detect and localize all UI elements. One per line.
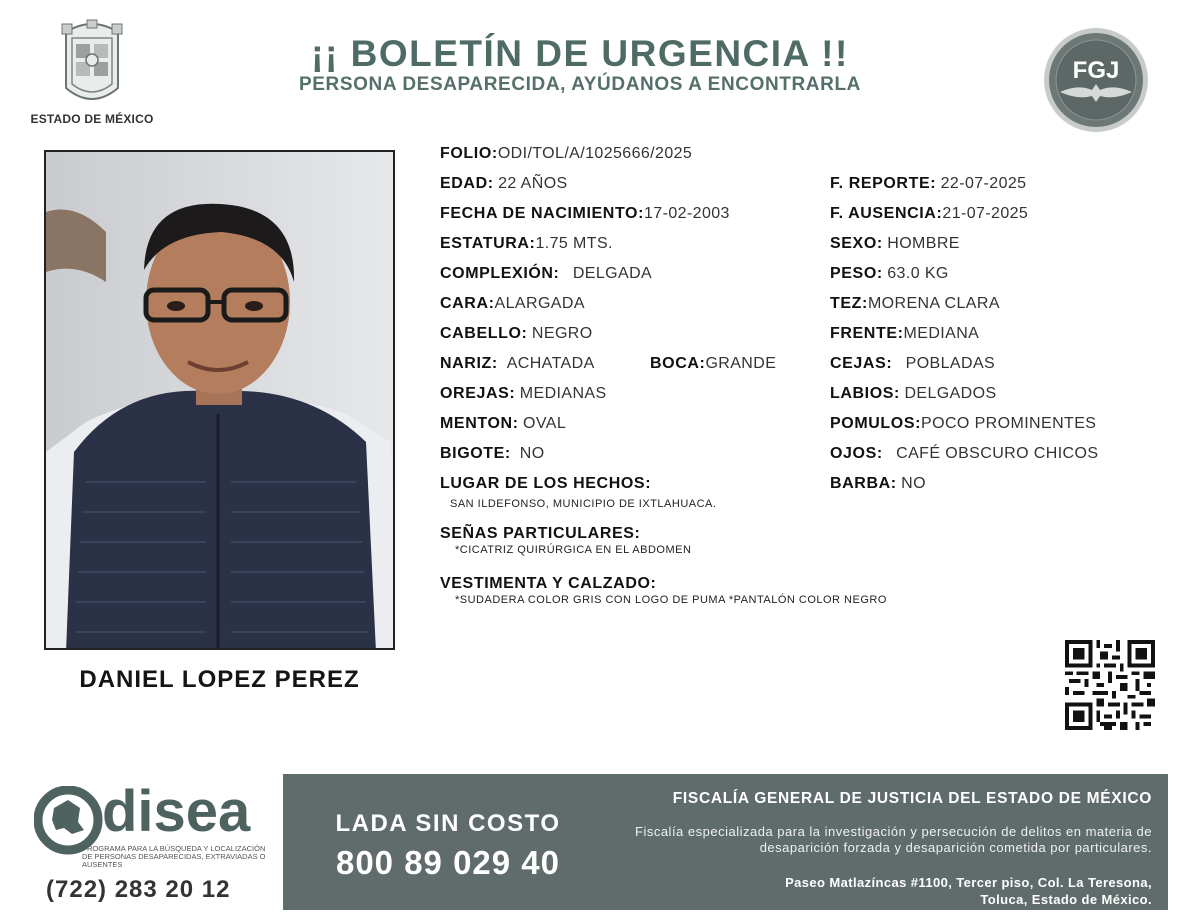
- field-barba: [830, 474, 926, 494]
- field-nariz: [440, 354, 595, 374]
- odisea-program-text: PROGRAMA PARA LA BÚSQUEDA Y LOCALIZACIÓN DE PERSONAS DESAPARECIDAS, EXTRAVIADAS O AUSENTES: [82, 844, 266, 869]
- field-folio: [440, 144, 692, 164]
- person-portrait-icon: [46, 152, 395, 650]
- field-estatura: [440, 234, 613, 254]
- field-cejas: [830, 354, 995, 374]
- field-value: POCO PROMINENTES: [921, 415, 1097, 432]
- lada-label: LADA SIN COSTO: [335, 810, 561, 837]
- field-label: CARA:: [440, 295, 495, 312]
- field-edad: [440, 174, 568, 194]
- bulletin-subtitle: PERSONA DESAPARECIDA, AYÚDANOS A ENCONTRARLA: [299, 74, 861, 95]
- field-value: 22-07-2025: [940, 175, 1027, 192]
- field-peso: [830, 264, 949, 284]
- field-value: 21-07-2025: [942, 205, 1029, 222]
- field-f-reporte: [830, 174, 1026, 194]
- field-label: SEÑAS PARTICULARES:: [440, 525, 641, 542]
- field-value: CAFÉ OBSCURO CHICOS: [896, 445, 1099, 462]
- field-label: OREJAS:: [440, 385, 516, 402]
- field-tez: [830, 294, 1000, 314]
- field-label: NARIZ:: [440, 355, 498, 372]
- field-label: LABIOS:: [830, 385, 900, 402]
- field-label: POMULOS:: [830, 415, 922, 432]
- field-label: TEZ:: [830, 295, 868, 312]
- field-vestimenta: [440, 574, 656, 594]
- agency-description: Fiscalía especializada para la investigación y persecución de delitos en materia de desaparición forzada y desaparición cometida por particulares.: [635, 824, 1152, 855]
- vestimenta-value: *SUDADERA COLOR GRIS CON LOGO DE PUMA *PANTALÓN COLOR NEGRO: [455, 594, 887, 606]
- field-value: MORENA CLARA: [867, 295, 1000, 312]
- field-senas: [440, 524, 640, 544]
- field-value: OVAL: [523, 415, 567, 432]
- field-value: DELGADA: [572, 265, 653, 282]
- field-value: DELGADOS: [904, 385, 997, 402]
- address-line-2: Toluca, Estado de México.: [980, 892, 1152, 907]
- field-label: PESO:: [830, 265, 883, 282]
- field-value: MEDIANA: [903, 325, 980, 342]
- field-label: FRENTE:: [830, 325, 904, 342]
- field-label: F. AUSENCIA:: [830, 205, 943, 222]
- agency-address: [592, 874, 1152, 908]
- field-label: SEXO:: [830, 235, 883, 252]
- field-value: GRANDE: [705, 355, 777, 372]
- field-label: BIGOTE:: [440, 445, 511, 462]
- state-label: ESTADO DE MÉXICO: [30, 112, 154, 126]
- field-label: VESTIMENTA Y CALZADO:: [440, 575, 657, 592]
- field-label: MENTON:: [440, 415, 519, 432]
- field-frente: [830, 324, 979, 344]
- estado-de-mexico-logo: [28, 18, 156, 126]
- field-label: LUGAR DE LOS HECHOS:: [440, 475, 652, 492]
- field-label: OJOS:: [830, 445, 883, 462]
- field-label: BOCA:: [650, 355, 706, 372]
- field-label: ESTATURA:: [440, 235, 536, 252]
- field-boca: [650, 354, 776, 374]
- field-label: EDAD:: [440, 175, 494, 192]
- field-label: FOLIO:: [440, 145, 498, 162]
- odisea-wordmark: disea: [102, 779, 251, 844]
- person-name: DANIEL LOPEZ PEREZ: [79, 666, 360, 693]
- field-bigote: [440, 444, 545, 464]
- odisea-phone: (722) 283 20 12: [46, 876, 231, 903]
- field-value: 22 AÑOS: [498, 175, 568, 192]
- field-value: 1.75 MTS.: [535, 235, 613, 252]
- missing-person-photo: [44, 150, 395, 650]
- odisea-logo: [32, 779, 278, 904]
- field-value: NEGRO: [531, 325, 593, 342]
- field-labios: [830, 384, 997, 404]
- field-value: HOMBRE: [887, 235, 960, 252]
- lada-number: 800 89 029 40: [335, 844, 561, 881]
- field-value: 17-02-2003: [644, 205, 730, 222]
- field-label: FECHA DE NACIMIENTO:: [440, 205, 644, 222]
- qr-code-icon[interactable]: [1064, 640, 1156, 730]
- field-orejas: [440, 384, 607, 404]
- field-lugar: [440, 474, 651, 494]
- field-value: NO: [519, 445, 545, 462]
- field-ojos: [830, 444, 1098, 464]
- field-label: CEJAS:: [830, 355, 893, 372]
- senas-value: *CICATRIZ QUIRÚRGICA EN EL ABDOMEN: [455, 544, 692, 556]
- field-value: ODI/TOL/A/1025666/2025: [497, 145, 693, 162]
- agency-name: FISCALÍA GENERAL DE JUSTICIA DEL ESTADO DE MÉXICO: [672, 790, 1152, 807]
- field-label: F. REPORTE:: [830, 175, 937, 192]
- field-menton: [440, 414, 566, 434]
- contact-band: [283, 774, 1168, 910]
- field-nacimiento: [440, 204, 730, 224]
- field-f-ausencia: [830, 204, 1028, 224]
- field-value: ALARGADA: [494, 295, 585, 312]
- field-pomulos: [830, 414, 1096, 434]
- field-label: CABELLO:: [440, 325, 528, 342]
- field-sexo: [830, 234, 960, 254]
- fgj-seal-text: FGJ: [1072, 57, 1120, 84]
- bulletin-header: [240, 34, 920, 96]
- lugar-value: SAN ILDEFONSO, MUNICIPIO DE IXTLAHUACA.: [450, 498, 717, 510]
- field-label: COMPLEXIÓN:: [440, 265, 560, 282]
- bulletin-title: ¡¡ BOLETÍN DE URGENCIA !!: [311, 33, 849, 74]
- field-value: 63.0 KG: [887, 265, 949, 282]
- field-value: MEDIANAS: [519, 385, 607, 402]
- state-coat-of-arms-icon: [56, 18, 128, 106]
- field-value: NO: [901, 475, 926, 492]
- address-line-1: Paseo Matlazíncas #1100, Tercer piso, Col. La Teresona,: [785, 875, 1152, 890]
- field-cara: [440, 294, 585, 314]
- field-cabello: [440, 324, 593, 344]
- field-label: BARBA:: [830, 475, 897, 492]
- field-value: ACHATADA: [506, 355, 595, 372]
- fgj-seal-icon: [1042, 26, 1150, 134]
- field-value: POBLADAS: [905, 355, 996, 372]
- field-complexion: [440, 264, 652, 284]
